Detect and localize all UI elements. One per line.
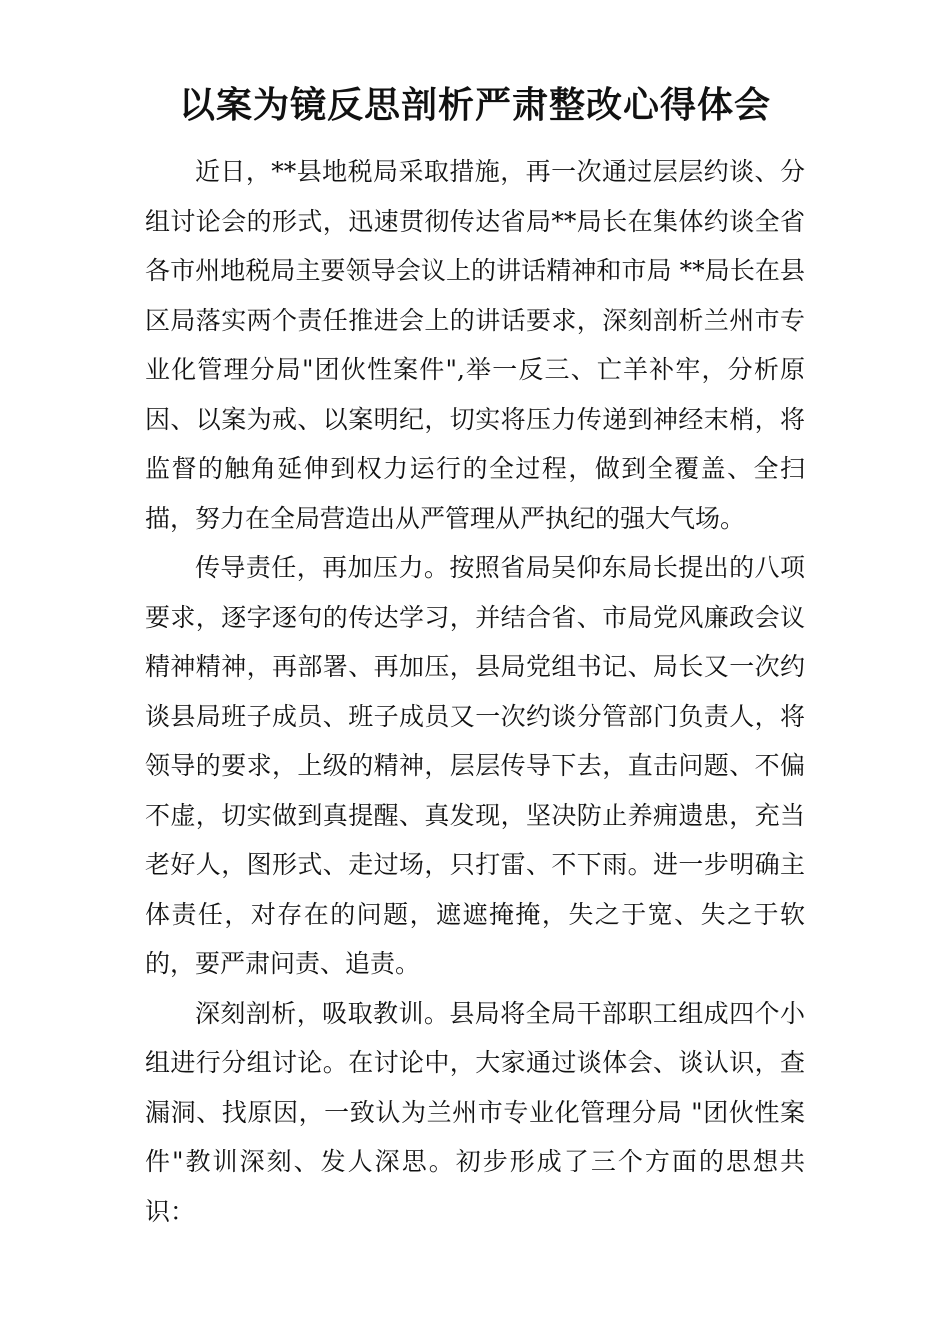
document-title: 以案为镜反思剖析严肃整改心得体会 xyxy=(178,85,771,126)
paragraph-1: 近日，**县地税局采取措施，再一次通过层层约谈、分组讨论会的形式，迅速贯彻传达省局**局长在集体约谈全省各市州地税局主要领导会议上的讲话精神和市局 **局长在县区局落实两个责任推进会上的讲话要求，深刻剖析兰州市专业化管理分局"团伙性案件",举一反三、亡羊补牢，分析原因、以案为戒、以案明纪，切实将压力传递到神经末梢，将监督的触角延伸到权力运行的全过程，做到全覆盖、全扫描，努力在全局营造出从严管理从严执纪的强大气场。 xyxy=(145,157,805,533)
document-body xyxy=(145,147,805,1236)
paragraph-2: 传导责任，再加压力。按照省局吴仰东局长提出的八项要求，逐字逐句的传达学习，并结合省、市局党风廉政会议精神精神，再部署、再加压，县局党组书记、局长又一次约谈县局班子成员、班子成员又一次约谈分管部门负责人，将领导的要求，上级的精神，层层传导下去，直击问题、不偏不虚，切实做到真提醒、真发现，坚决防止养痈遗患，充当老好人，图形式、走过场，只打雷、不下雨。进一步明确主体责任，对存在的问题，遮遮掩掩，失之于宽、失之于软的，要严肃问责、追责。 xyxy=(145,553,805,978)
paragraph-3: 深刻剖析，吸取教训。县局将全局干部职工组成四个小组进行分组讨论。在讨论中，大家通过谈体会、谈认识，查漏洞、找原因，一致认为兰州市专业化管理分局 "团伙性案件"教训深刻、发人深思。初步形成了三个方面的思想共识： xyxy=(145,998,805,1226)
